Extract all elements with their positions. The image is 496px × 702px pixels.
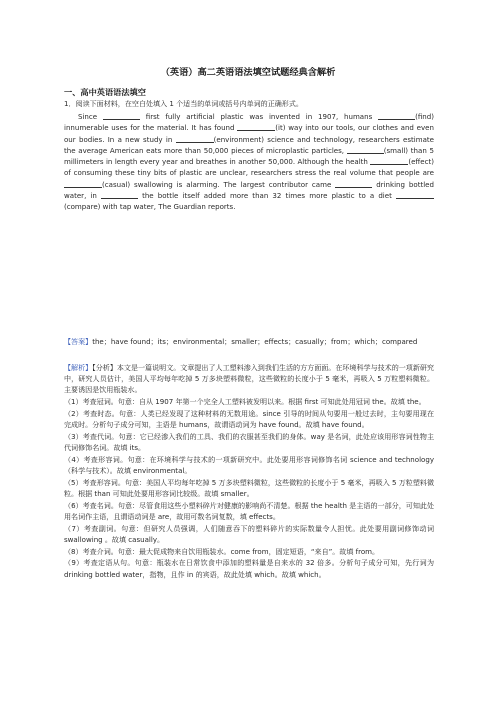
blank-9 — [101, 191, 138, 199]
passage-segment: the bottle itself added more than 32 times more plastic to a diet — [137, 190, 396, 200]
analysis-intro-text: 【分析】本文是一篇说明文。文章提出了人工塑料渗入到我们生活的方方面面。在环境科学与技术的一项新研究中，研究人员估计，美国人平均每年吃掉 5 万多块塑料微粒，这些微粒的长度小于 5 毫米，再吸入 5 万粒塑料微粒。主要诱因是饮用瓶装水。 — [64, 362, 434, 394]
passage-segment: (effect) of consuming these tiny bits of plastic are unclear, researchers stress the real volume that people are — [64, 157, 434, 178]
analysis-item: （5）考查形容词。句意：美国人平均每年吃掉 5 万多块塑料微粒，这些微粒的长度小于 5 毫米，再吸入 5 万粒塑料微粒。根据 than 可知此处要用形容词比较级。故填 smaller。 — [64, 477, 434, 498]
answer-line — [64, 336, 434, 347]
passage-segment: first fully artificial plastic was invented in 1907, humans — [139, 112, 379, 121]
analysis-label: 【解析】 — [64, 362, 93, 372]
passage — [64, 111, 434, 212]
answer-text: the；have found；its；environmental；smaller；effects；casually；from；which；compared — [92, 337, 418, 346]
analysis-item: （6）考查名词。句意：尽管食用这些小塑料碎片对健康的影响尚不清楚。根据 the health 是主语的一部分，可知此处用名词作主语，且谓语动词是 are，故用可数名词复数，填 effects。 — [64, 500, 434, 521]
passage-segment: (small) than 5 millimeters in length every year and breathes in another 50,000. Although the health — [64, 145, 435, 166]
document-title: （英语）高二英语语法填空试题经典含解析 — [160, 67, 336, 78]
analysis-item: （4）考查形容词。句意：在环境科学与技术的一项新研究中。此处要用形容词修饰名词 science and technology（科学与技术）。故填 environmental。 — [64, 454, 434, 475]
blank-7 — [64, 180, 102, 188]
answer-label: 【答案】 — [64, 337, 93, 346]
passage-segment: (find) innumerable uses for the material. It has found — [64, 112, 434, 133]
section-heading: 一、高中英语语法填空 — [64, 87, 146, 97]
analysis-item: （1）考查冠词。句意：自从 1907 年第一个完全人工塑料被发明以来。根据 first 可知此处用冠词 the。故填 the。 — [64, 396, 426, 406]
blank-1 — [103, 112, 140, 120]
analysis-item: （7）考查副词。句意：但研究人员强调，人们随意吞下的塑料碎片的实际数量令人担忧。此处要用副词修饰动词 swallowing 。故填 casually。 — [64, 523, 434, 544]
analysis-block — [64, 361, 434, 580]
passage-paragraph — [64, 111, 434, 212]
question-instruction — [64, 98, 434, 109]
analysis-item: （2）考查时态。句意：人类已经发现了这种材料的无数用途。since 引导的时间从句要用一般过去时，主句要用现在完成时。分析句子成分可知，主语是 humans，故谓语动词为 have found。故填 have found。 — [64, 408, 434, 429]
analysis-intro — [64, 362, 434, 396]
passage-segment: Since — [78, 112, 103, 121]
passage-segment: (it) way into our tools, our clothes and even our bodies. In a new study in — [64, 123, 434, 144]
passage-segment: (environment) science and technology, researchers estimate the average American eats more than 50,000 pieces of microplastic particles, — [64, 134, 435, 155]
analysis-item: （3）考查代词。句意：它已经渗入我们的工具、我们的衣服甚至我们的身体。way 是名词，此处应该用形容词性物主代词修饰名词。故填 its。 — [64, 431, 434, 452]
passage-segment: (casual) swallowing is alarming. The largest contributor came — [102, 179, 336, 189]
analysis-item: （9）考查定语从句。句意：瓶装水在日常饮食中添加的塑料量是自来水的 32 倍多。分析句子成分可知，先行词为 drinking bottled water，指物，且作 in 的宾语，故此处填 which。故填 which。 — [64, 558, 434, 579]
blank-10 — [396, 191, 434, 199]
blank-4 — [176, 135, 214, 143]
blank-2 — [378, 112, 415, 120]
analysis-item: （8）考查介词。句意：最大促成物来自饮用瓶装水。come from，固定短语，“来自”。故填 from。 — [64, 546, 380, 556]
blank-5 — [347, 146, 384, 154]
question-text: 1．阅读下面材料，在空白处填入 1 个适当的单词或括号内单词的正确形式。 — [64, 99, 303, 108]
blank-6 — [370, 157, 408, 165]
blank-8 — [335, 180, 372, 188]
passage-segment: drinking bottled water, in — [64, 179, 434, 200]
answer-block — [64, 336, 434, 347]
blank-3 — [237, 123, 275, 131]
passage-segment: (compare) with tap water, The Guardian reports. — [64, 202, 236, 211]
